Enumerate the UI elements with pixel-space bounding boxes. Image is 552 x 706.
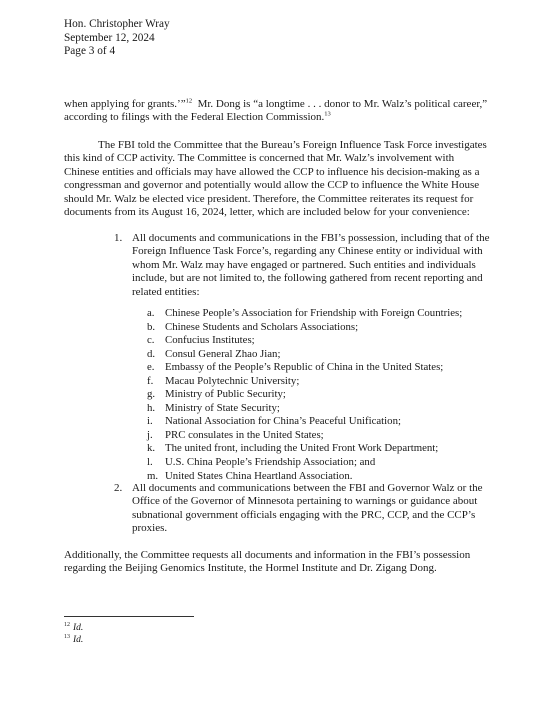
request-number: 2. bbox=[114, 482, 123, 494]
list-letter: c. bbox=[147, 334, 155, 347]
list-text: Macau Polytechnic University; bbox=[165, 374, 300, 387]
para1-text-c: according to filings with the Federal Election Commission. bbox=[64, 111, 325, 124]
para2-line: The FBI told the Committee that the Bureau’s Foreign Influence Task Force investigates bbox=[98, 139, 487, 151]
request-line: related entities: bbox=[132, 285, 200, 298]
request-line: Foreign Influence Task Force’s, regarding any Chinese entity or individual with bbox=[132, 245, 483, 258]
list-letter: a. bbox=[147, 307, 155, 319]
page-number: Page 3 of 4 bbox=[64, 45, 116, 57]
paragraph-fbi-task-force bbox=[64, 139, 496, 219]
footnote-divider bbox=[64, 616, 194, 617]
list-letter: j. bbox=[147, 428, 153, 441]
list-letter: i. bbox=[147, 415, 153, 428]
list-text: Embassy of the People’s Republic of China in the United States; bbox=[165, 361, 444, 374]
footnote-text: Id. bbox=[73, 635, 84, 646]
list-letter: d. bbox=[147, 347, 156, 360]
list-letter: k. bbox=[147, 442, 156, 455]
list-text: Chinese People’s Association for Friendship with Foreign Countries; bbox=[165, 307, 463, 319]
request-line: whom Mr. Walz may have engaged or partnered. Such entities and individuals bbox=[132, 258, 476, 271]
recipient-name: Hon. Christopher Wray bbox=[64, 18, 170, 30]
list-text: National Association for China’s Peaceful Unification; bbox=[165, 415, 401, 428]
list-text: Ministry of Public Security; bbox=[165, 388, 286, 401]
footnote-ref-13: 13 bbox=[324, 110, 331, 118]
paragraph-grant-donor bbox=[64, 98, 496, 125]
list-letter: b. bbox=[147, 320, 156, 333]
footnote-ref-12: 12 bbox=[185, 97, 193, 105]
para1-text-b: Mr. Dong is “a longtime . . . donor to Mr. Walz’s political career,” bbox=[192, 98, 488, 110]
request-line: All documents and communications in the FBI’s possession, including that of the bbox=[132, 232, 490, 244]
paragraph-additional-request bbox=[64, 549, 496, 576]
list-letter: h. bbox=[147, 401, 156, 414]
list-text: Chinese Students and Scholars Associations; bbox=[165, 320, 359, 333]
list-text: United States China Heartland Association. bbox=[165, 469, 353, 482]
footnote-text: Id. bbox=[73, 623, 84, 634]
para2-line: congressman and governor and potentially would allow the CCP to influence the White House bbox=[64, 179, 480, 192]
para2-line: documents from its August 16, 2024, letter, which are included below for your convenience: bbox=[64, 206, 470, 219]
request-line: proxies. bbox=[132, 522, 168, 535]
para3-line: Additionally, the Committee requests all documents and information in the FBI’s possession bbox=[64, 549, 471, 561]
request-number: 1. bbox=[114, 232, 123, 244]
para2-line: should Mr. Walz be elected vice president. Therefore, the Committee reiterates its request for bbox=[64, 192, 474, 205]
footnote-mark: 12 bbox=[64, 622, 70, 628]
list-letter: g. bbox=[147, 388, 156, 401]
list-text: Consul General Zhao Jian; bbox=[165, 347, 281, 360]
footnote-mark: 13 bbox=[64, 634, 70, 640]
request-line: subnational government officials engaging with the PRC, CCP, and the CCP’s bbox=[132, 508, 476, 521]
list-text: Confucius Institutes; bbox=[165, 334, 255, 347]
list-text: Ministry of State Security; bbox=[165, 401, 280, 414]
para2-line: Chinese entities and officials may have allowed the CCP to influence his decision-making as a bbox=[64, 165, 480, 178]
list-text: The united front, including the United Front Work Department; bbox=[165, 442, 439, 455]
list-letter: e. bbox=[147, 361, 155, 374]
list-text: PRC consulates in the United States; bbox=[165, 428, 324, 441]
list-letter: l. bbox=[147, 456, 153, 469]
footnote-13 bbox=[64, 632, 83, 646]
para1-text-a: when applying for grants.’” bbox=[64, 98, 186, 110]
request-line: Office of the Governor of Minnesota pertaining to warnings or guidance about bbox=[132, 495, 478, 508]
request-line: include, but are not limited to, the following gathered from recent reporting and bbox=[132, 272, 483, 285]
letter-date: September 12, 2024 bbox=[64, 31, 155, 44]
para3-line: regarding the Beijing Genomics Institute, the Hormel Institute and Dr. Zigang Dong. bbox=[64, 562, 437, 575]
para2-line: this kind of CCP activity. The Committee is concerned that Mr. Walz’s involvement with bbox=[64, 152, 455, 165]
list-letter: m. bbox=[147, 469, 159, 482]
list-letter: f. bbox=[147, 374, 154, 387]
letter-header bbox=[64, 18, 170, 59]
request-line: All documents and communications between the FBI and Governor Walz or the bbox=[132, 482, 483, 494]
list-text: U.S. China People’s Friendship Association; and bbox=[165, 456, 376, 469]
